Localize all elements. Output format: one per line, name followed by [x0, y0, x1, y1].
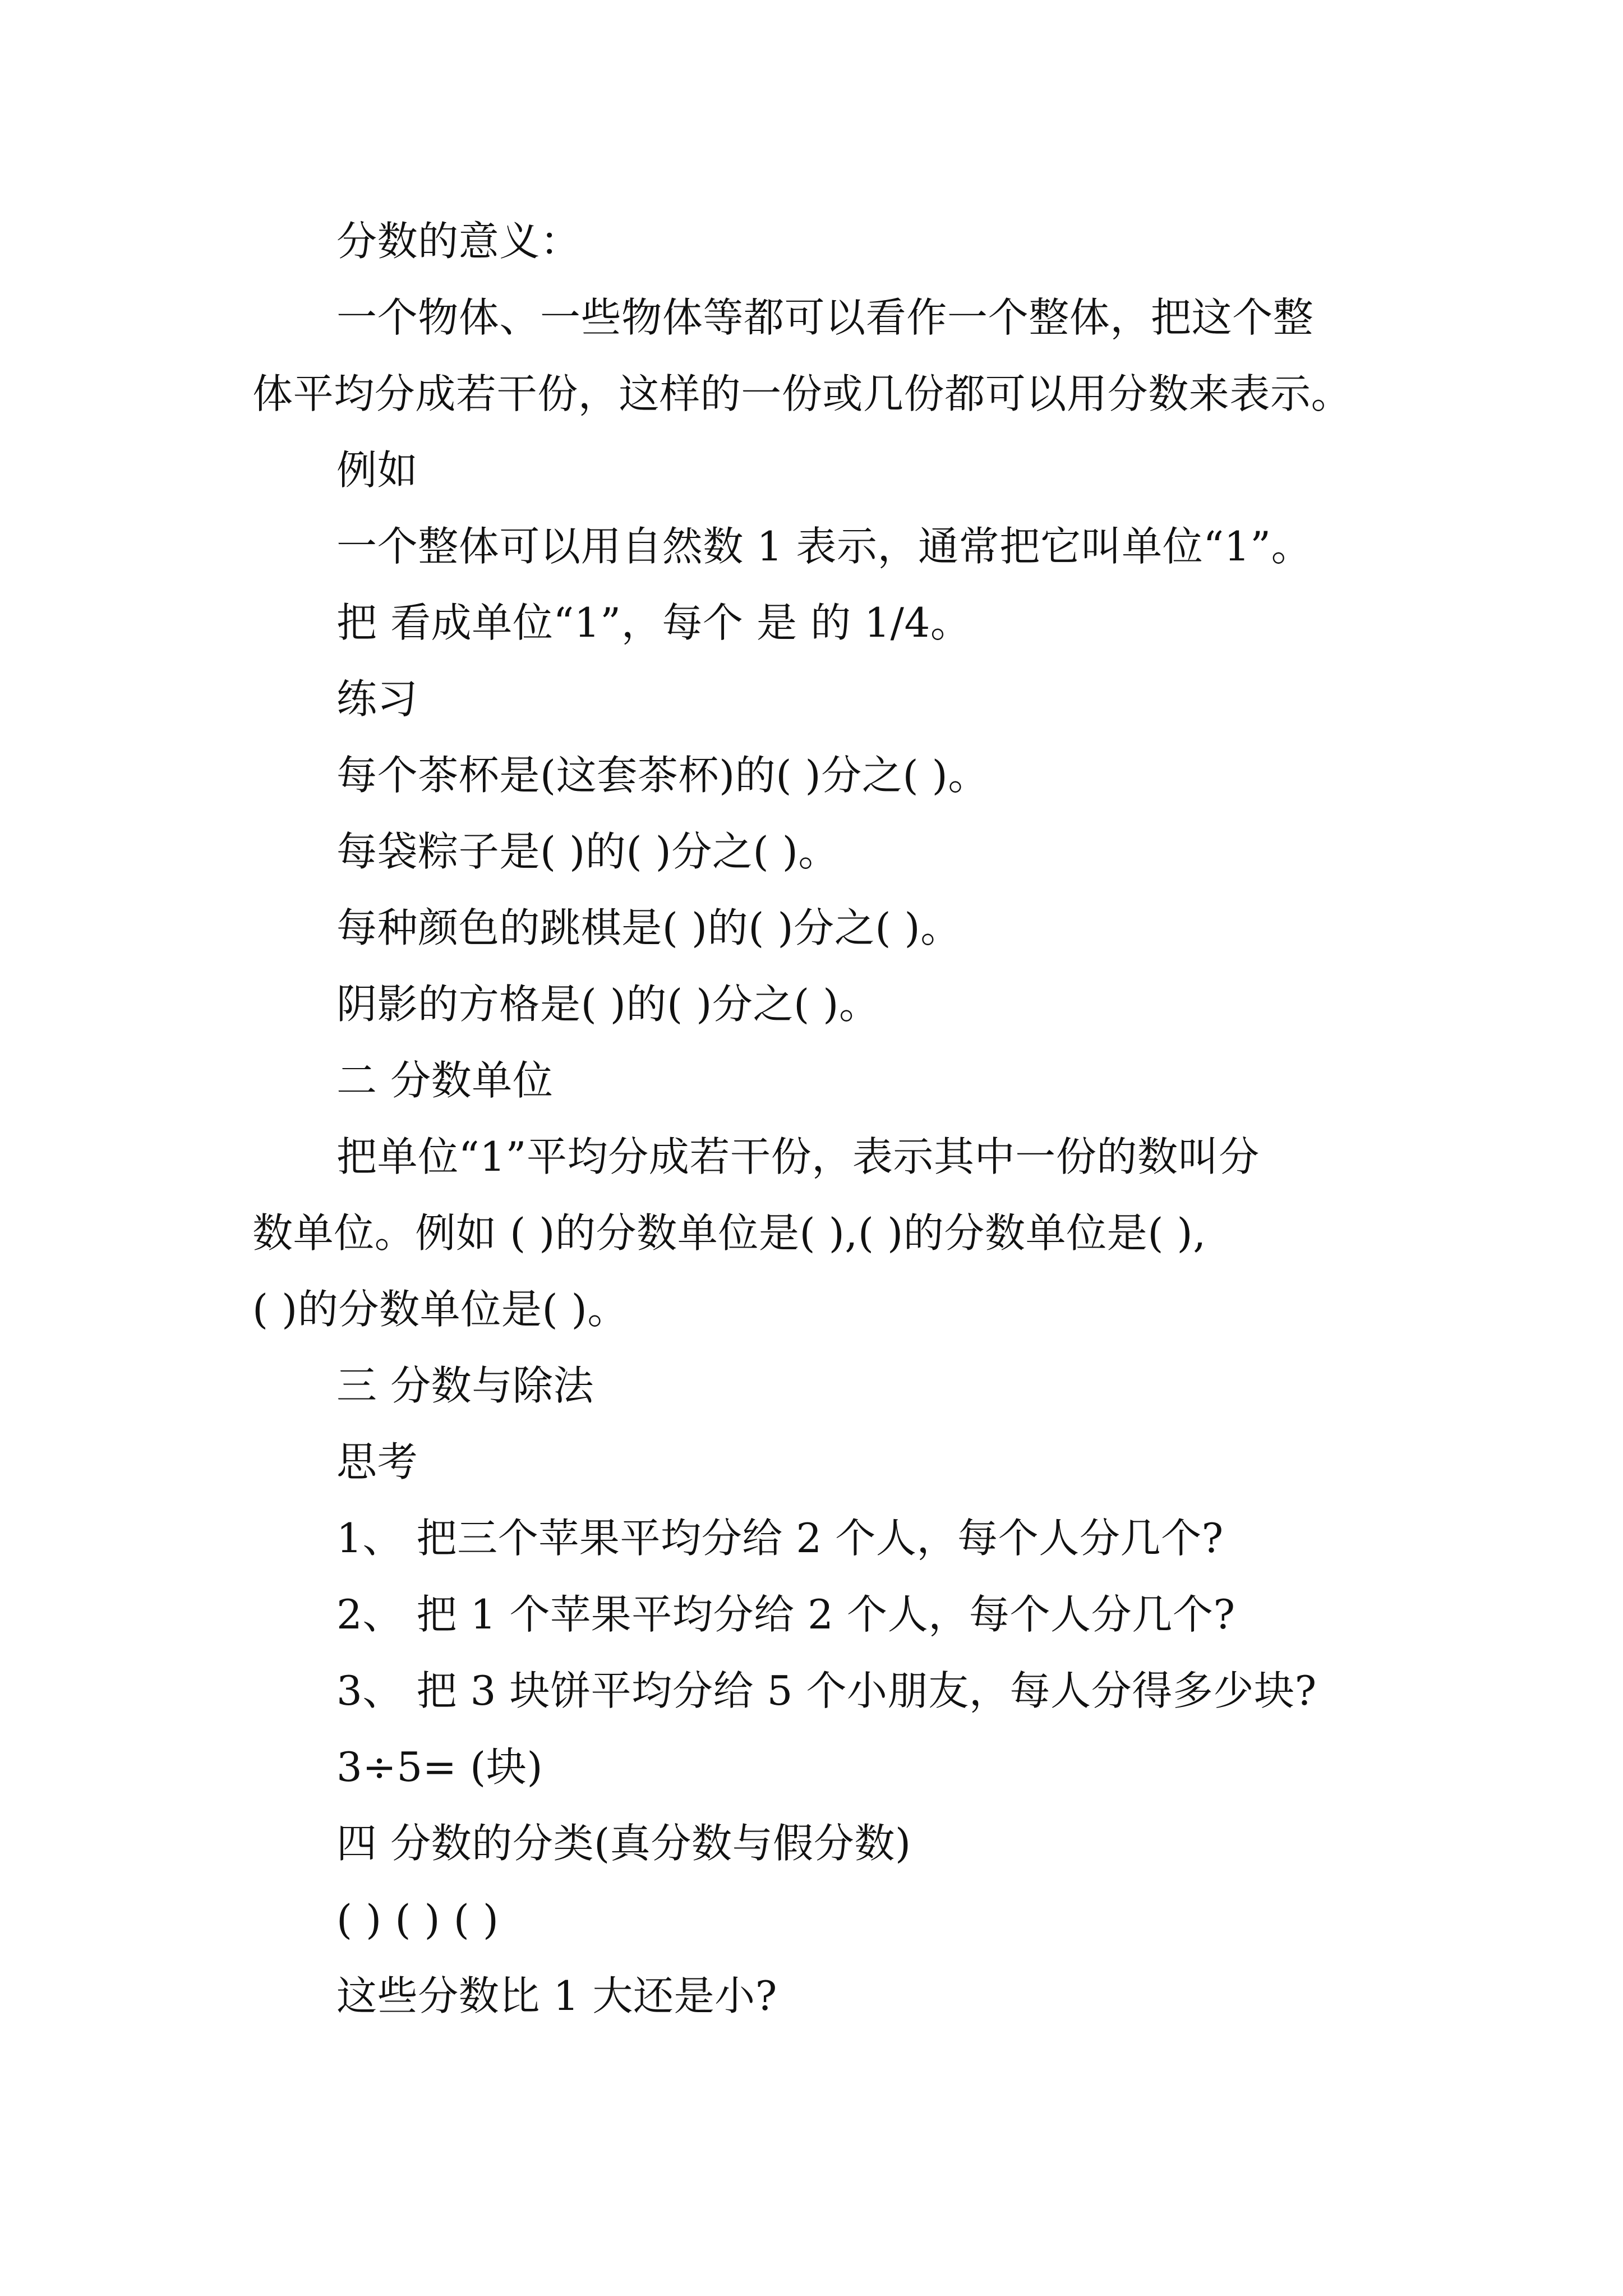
question-item: 3、 把 3 块饼平均分给 5 个小朋友，每人分得多少块? [336, 1667, 1317, 1714]
think-label: 思考 [336, 1438, 418, 1485]
section-heading-fraction-types: 四 分数的分类(真分数与假分数) [336, 1820, 911, 1867]
paragraph-line: 数单位。例如 ( )的分数单位是( ),( )的分数单位是( ), [252, 1209, 1206, 1257]
question-item: 1、 把三个苹果平均分给 2 个人，每个人分几个? [336, 1515, 1224, 1562]
question-item: 2、 把 1 个苹果平均分给 2 个人，每个人分几个? [336, 1591, 1235, 1638]
equation-line: 3÷5= (块) [336, 1743, 543, 1791]
exercise-item: 每个茶杯是(这套茶杯)的( )分之( )。 [336, 752, 989, 799]
paragraph-line: 把 看成单位“1”，每个 是 的 1/4。 [336, 599, 971, 646]
exercise-item: 每种颜色的跳棋是( )的( )分之( )。 [336, 904, 961, 951]
question-line: 这些分数比 1 大还是小? [336, 1972, 777, 2019]
section-heading-fraction-division: 三 分数与除法 [336, 1362, 594, 1409]
paragraph-line: 一个整体可以用自然数 1 表示，通常把它叫单位“1”。 [336, 523, 1312, 570]
paragraph-line: 体平均分成若干份，这样的一份或几份都可以用分数来表示。 [252, 370, 1352, 417]
paragraph-line: ( )的分数单位是( )。 [252, 1286, 628, 1333]
exercise-item: 每袋粽子是( )的( )分之( )。 [336, 828, 839, 875]
paragraph-line: 一个物体、一些物体等都可以看作一个整体，把这个整 [336, 294, 1314, 341]
paragraph-line: 把单位“1”平均分成若干份，表示其中一份的数叫分 [336, 1133, 1260, 1180]
section-heading-fraction-unit: 二 分数单位 [336, 1057, 554, 1104]
example-label: 例如 [336, 447, 418, 494]
exercise-item: 阴影的方格是( )的( )分之( )。 [336, 981, 880, 1028]
blank-placeholders: ( ) ( ) ( ) [336, 1896, 499, 1943]
exercise-label: 练习 [336, 675, 418, 723]
heading-fraction-meaning: 分数的意义： [336, 218, 581, 265]
